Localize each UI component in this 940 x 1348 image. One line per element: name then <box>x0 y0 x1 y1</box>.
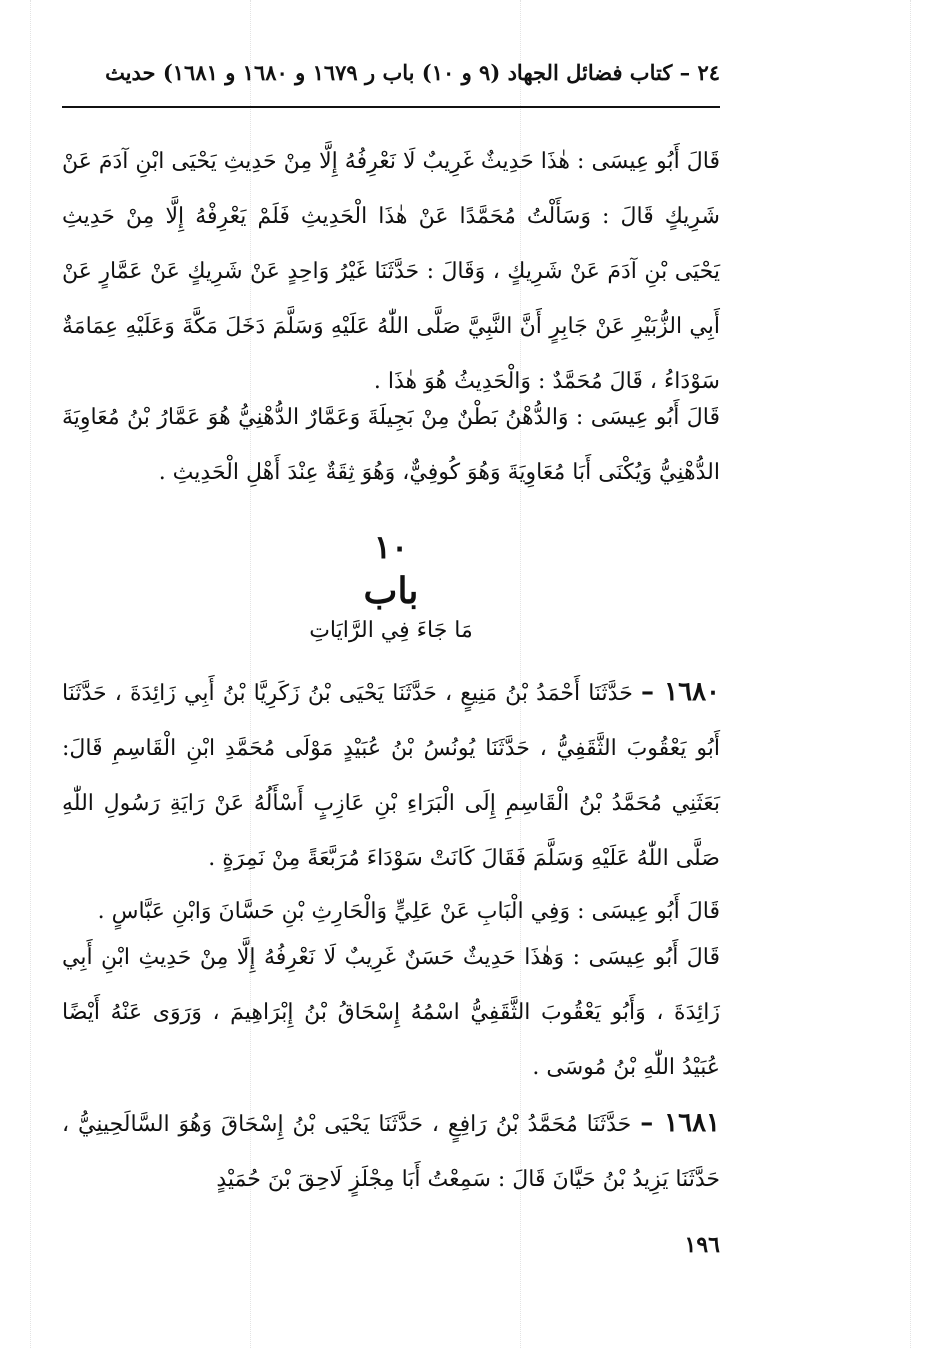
hadith-number: ١٦٨١ – <box>640 1108 720 1138</box>
paragraph-narrator-note: قَالَ أَبُو عِيسَى : وَالدُّهْنُ بَطْنٌ مِنْ بَجِيلَةَ وَعَمَّارٌ الدُّهْنِيُّ هُوَ عَمَّارُ بْنُ مُعَاوِيَةَ الدُّهْنِيُّ وَيُكْنَى أَبَا مُعَاوِيَةَ وَهُوَ كُوفِيٌّ، وَهُوَ ثِقَةٌ عِنْدَ أَهْلِ الْحَدِيثِ . <box>62 405 720 485</box>
running-header: ٢٤ – كتاب فضائل الجهاد (٩ و ١٠) باب ر ١٦٧٩ و ١٦٨٠ و ١٦٨١) حديث <box>105 60 720 85</box>
hadith-1681 <box>62 1096 720 1207</box>
hadith-number: ١٦٨٠ – <box>640 677 720 707</box>
paragraph-grading: قَالَ أَبُو عِيسَى : وَهٰذَا حَدِيثٌ حَسَنٌ غَرِيبٌ لَا نَعْرِفُهُ إِلَّا مِنْ حَدِيثِ ابْنِ أَبِي زَائِدَةَ ، وَأَبُو يَعْقُوبَ الثَّقَفِيُّ اسْمُهُ إِسْحَاقُ بْنُ إِبْرَاهِيمَ ، وَرَوَى عَنْهُ أَيْضًا عُبَيْدُ اللّٰهِ بْنُ مُوسَى . <box>62 945 720 1080</box>
chapter-number: ١٠ <box>373 528 409 566</box>
header-rule <box>62 106 720 108</box>
hadith-text: حَدَّثَنَا مُحَمَّدُ بْنُ رَافِعٍ ، حَدَّثَنَا يَحْيَى بْنُ إِسْحَاقَ وَهُوَ السَّالَحِينِيُّ ، حَدَّثَنَا يَزِيدُ بْنُ حَيَّانَ قَالَ : سَمِعْتُ أَبَا مِجْلَزٍ لَاحِقَ بْنَ حُمَيْدٍ <box>62 1112 720 1192</box>
scan-artifact-line <box>30 0 31 1348</box>
chapter-title: مَا جَاءَ فِي الرَّايَاتِ <box>309 618 473 643</box>
hadith-1680 <box>62 665 720 886</box>
paragraph-related-chapter: قَالَ أَبُو عِيسَى : وَفِي الْبَابِ عَنْ عَلِيٍّ وَالْحَارِثِ بْنِ حَسَّانَ وَابْنِ عَبَّاسٍ . <box>97 899 720 924</box>
paragraph-intro: قَالَ أَبُو عِيسَى : هٰذَا حَدِيثٌ غَرِيبٌ لَا نَعْرِفُهُ إِلَّا مِنْ حَدِيثِ يَحْيَى ابْنِ آدَمَ عَنْ شَرِيكٍ قَالَ : وَسَأَلْتُ مُحَمَّدًا عَنْ هٰذَا الْحَدِيثِ فَلَمْ يَعْرِفْهُ إِلَّا مِنْ حَدِيثِ يَحْيَى بْنِ آدَمَ عَنْ شَرِيكٍ ، وَقَالَ : حَدَّثَنَا غَيْرُ وَاحِدٍ عَنْ شَرِيكٍ عَنْ عَمَّارٍ عَنْ أَبِي الزُّبَيْرِ عَنْ جَابِرٍ أَنَّ النَّبِيَّ صَلَّى اللّٰهُ عَلَيْهِ وَسَلَّمَ دَخَلَ مَكَّةَ وَعَلَيْهِ عِمَامَةٌ سَوْدَاءُ ، قَالَ مُحَمَّدٌ : وَالْحَدِيثُ هُوَ هٰذَا . <box>62 149 720 394</box>
page-number: ١٩٦ <box>684 1232 720 1258</box>
hadith-text: حَدَّثَنَا أَحْمَدُ بْنُ مَنِيعٍ ، حَدَّثَنَا يَحْيَى بْنُ زَكَرِيَّا بْنُ أَبِي زَائِدَةَ ، حَدَّثَنَا أَبُو يَعْقُوبَ الثَّقَفِيُّ ، حَدَّثَنَا يُونُسُ بْنُ عُبَيْدٍ مَوْلَى مُحَمَّدِ ابْنِ الْقَاسِمِ قَالَ: بَعَثَنِي مُحَمَّدُ بْنُ الْقَاسِمِ إِلَى الْبَرَاءِ بْنِ عَازِبٍ أَسْأَلُهُ عَنْ رَايَةِ رَسُولِ اللّٰهِ صَلَّى اللّٰهُ عَلَيْهِ وَسَلَّمَ فَقَالَ كَانَتْ سَوْدَاءَ مُرَبَّعَةً مِنْ نَمِرَةٍ . <box>62 681 720 871</box>
chapter-heading: باب <box>363 570 419 612</box>
scan-artifact-line <box>910 0 911 1348</box>
